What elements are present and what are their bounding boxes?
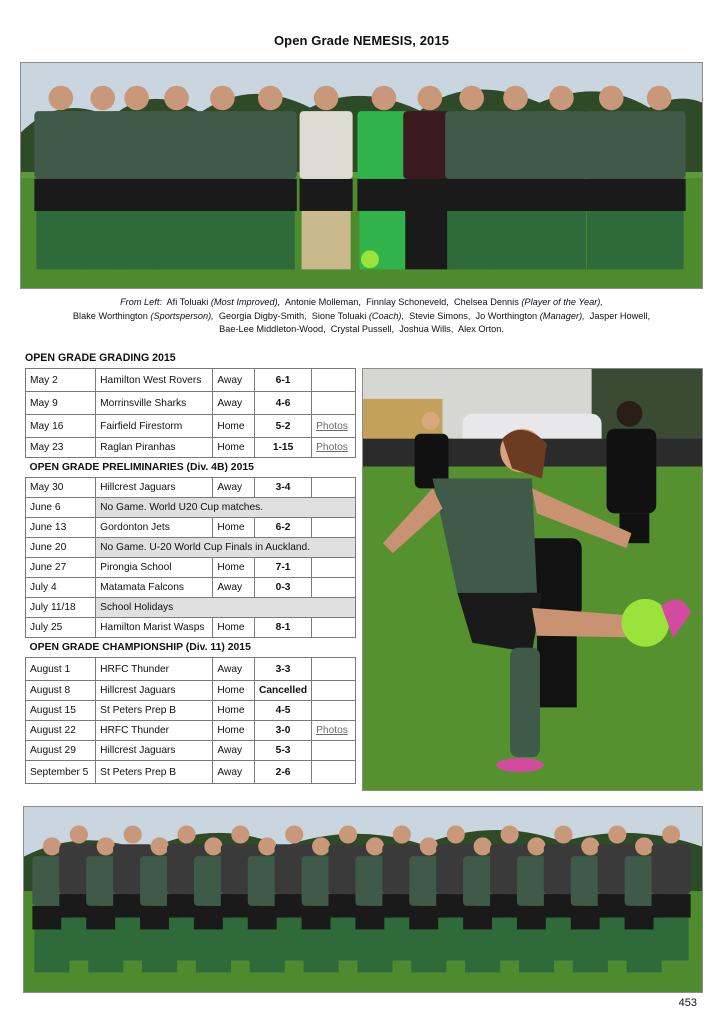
fixture-date: June 20 [26, 538, 96, 558]
fixture-photos [312, 761, 356, 784]
table-row [26, 681, 356, 701]
fixture-photos [312, 518, 356, 538]
fixture-date: July 25 [26, 618, 96, 638]
table-row [26, 518, 356, 538]
caption-name: Afi Toluaki [166, 297, 209, 307]
caption-name: Antonie Molleman, [284, 297, 361, 307]
fixture-venue: Away [213, 369, 255, 392]
photos-link[interactable]: Photos [316, 420, 348, 432]
caption-prefix: From Left: [120, 297, 162, 307]
fixture-photos [312, 618, 356, 638]
fixture-opponent: Hamilton Marist Wasps [96, 618, 213, 638]
table-row [26, 598, 356, 618]
group-photo-bottom-image [24, 807, 702, 992]
fixture-date: June 6 [26, 498, 96, 518]
caption-name: Stevie Simons, [409, 310, 471, 321]
caption-name: Chelsea Dennis [453, 297, 519, 307]
fixture-venue: Home [213, 701, 255, 721]
fixture-venue: Home [213, 438, 255, 458]
fixture-date: May 16 [26, 415, 96, 438]
caption-role: (Manager), [539, 310, 585, 321]
fixture-score: 3-0 [254, 721, 311, 741]
fixture-venue: Away [213, 658, 255, 681]
table-row [26, 415, 356, 438]
fixture-venue: Away [213, 392, 255, 415]
fixtures-table [25, 368, 356, 784]
table-section-heading [26, 458, 356, 478]
fixture-photos [312, 558, 356, 578]
photos-link[interactable]: Photos [316, 442, 348, 453]
fixture-venue: Home [213, 518, 255, 538]
fixture-venue: Away [213, 741, 255, 761]
caption-name: Bae-Lee Middleton-Wood, [219, 324, 326, 335]
table-row [26, 741, 356, 761]
fixture-date: August 8 [26, 681, 96, 701]
preliminaries-heading: OPEN GRADE PRELIMINARIES (Div. 4B) 2015 [26, 458, 356, 478]
fixture-score: 6-2 [254, 518, 311, 538]
caption-name: Joshua Wills, [399, 324, 454, 335]
caption-role: (Most Improved), [210, 297, 281, 307]
action-photo-image [363, 369, 702, 790]
fixture-score: 1-15 [254, 438, 311, 458]
table-row [26, 558, 356, 578]
table-row [26, 721, 356, 741]
fixture-opponent: Hillcrest Jaguars [96, 681, 213, 701]
fixture-opponent: Hillcrest Jaguars [96, 741, 213, 761]
fixture-score: 0-3 [254, 578, 311, 598]
fixture-photos [312, 701, 356, 721]
fixture-venue: Away [213, 578, 255, 598]
fixture-opponent: HRFC Thunder [96, 658, 213, 681]
fixture-venue: Away [213, 761, 255, 784]
fixture-date: June 27 [26, 558, 96, 578]
fixture-photos [312, 392, 356, 415]
fixture-date: May 2 [26, 369, 96, 392]
table-row [26, 578, 356, 598]
fixture-photos [312, 369, 356, 392]
fixture-score: 5-2 [254, 415, 311, 438]
table-row [26, 369, 356, 392]
fixture-opponent: Hillcrest Jaguars [96, 478, 213, 498]
caption-name: Jasper Howell, [589, 310, 651, 321]
action-photo [362, 368, 703, 791]
fixture-score: 4-6 [254, 392, 311, 415]
fixture-score: Cancelled [254, 681, 311, 701]
fixture-date: June 13 [26, 518, 96, 538]
page-number: 453 [678, 997, 697, 1009]
fixture-venue: Home [213, 558, 255, 578]
caption-name: Jo Worthington [475, 310, 538, 321]
fixture-photos [312, 478, 356, 498]
fixture-score: 2-6 [254, 761, 311, 784]
caption-name: Finnlay Schoneveld, [366, 297, 449, 307]
fixture-opponent: Hamilton West Rovers [96, 369, 213, 392]
table-row [26, 618, 356, 638]
fixture-opponent: Morrinsville Sharks [96, 392, 213, 415]
table-row [26, 761, 356, 784]
fixture-date: July 4 [26, 578, 96, 598]
fixture-venue: Home [213, 415, 255, 438]
fixture-opponent: Raglan Piranhas [96, 438, 213, 458]
fixture-photos [312, 681, 356, 701]
fixture-photos [312, 578, 356, 598]
fixture-date: May 30 [26, 478, 96, 498]
caption-role: (Sportsperson), [150, 310, 214, 321]
fixture-date: July 11/18 [26, 598, 96, 618]
fixture-date: August 1 [26, 658, 96, 681]
fixture-photos-cell [312, 438, 356, 458]
fixture-date: August 15 [26, 701, 96, 721]
caption-role: (Coach), [368, 310, 405, 321]
photo-caption [20, 296, 703, 337]
caption-name: Blake Worthington [72, 310, 148, 321]
fixture-date: August 22 [26, 721, 96, 741]
caption-name: Sione Toluaki [311, 310, 367, 321]
fixture-note: No Game. U-20 World Cup Finals in Auckland. [96, 538, 356, 558]
fixture-photos-cell [312, 721, 356, 741]
fixture-photos [312, 741, 356, 761]
fixture-score: 7-1 [254, 558, 311, 578]
fixture-venue: Home [213, 618, 255, 638]
fixture-note: No Game. World U20 Cup matches. [96, 498, 356, 518]
fixture-note: School Holidays [96, 598, 356, 618]
table-row [26, 478, 356, 498]
fixture-venue: Home [213, 721, 255, 741]
fixture-score: 4-5 [254, 701, 311, 721]
page-title: Open Grade NEMESIS, 2015 [273, 33, 450, 48]
fixture-score: 3-3 [254, 658, 311, 681]
table-row [26, 701, 356, 721]
photos-link[interactable]: Photos [316, 725, 348, 736]
table-row [26, 538, 356, 558]
caption-name: Crystal Pussell, [330, 324, 395, 335]
fixture-opponent: Fairfield Firestorm [96, 415, 213, 438]
fixture-opponent: St Peters Prep B [96, 701, 213, 721]
fixture-opponent: Matamata Falcons [96, 578, 213, 598]
table-row [26, 658, 356, 681]
fixture-opponent: Gordonton Jets [96, 518, 213, 538]
table-row [26, 438, 356, 458]
fixture-venue: Away [213, 478, 255, 498]
fixture-photos-cell [312, 415, 356, 438]
group-photo-bottom [23, 806, 703, 993]
fixture-score: 3-4 [254, 478, 311, 498]
fixture-date: May 23 [26, 438, 96, 458]
caption-name: Georgia Digby-Smith, [218, 310, 307, 321]
fixture-venue: Home [213, 681, 255, 701]
team-photo-top-image [21, 63, 702, 288]
fixture-score: 5-3 [254, 741, 311, 761]
fixture-score: 8-1 [254, 618, 311, 638]
fixture-date: September 5 [26, 761, 96, 784]
fixture-score: 6-1 [254, 369, 311, 392]
fixture-date: May 9 [26, 392, 96, 415]
caption-role: (Player of the Year), [521, 297, 603, 307]
fixture-date: August 29 [26, 741, 96, 761]
team-photo-top [20, 62, 703, 289]
fixture-photos [312, 658, 356, 681]
grading-heading: OPEN GRADE GRADING 2015 [25, 352, 176, 364]
table-row [26, 498, 356, 518]
table-row [26, 392, 356, 415]
caption-name: Alex Orton. [457, 324, 504, 335]
fixture-opponent: Pirongia School [96, 558, 213, 578]
fixture-opponent: HRFC Thunder [96, 721, 213, 741]
fixture-opponent: St Peters Prep B [96, 761, 213, 784]
table-section-heading [26, 638, 356, 658]
championship-heading: OPEN GRADE CHAMPIONSHIP (Div. 11) 2015 [26, 638, 356, 658]
